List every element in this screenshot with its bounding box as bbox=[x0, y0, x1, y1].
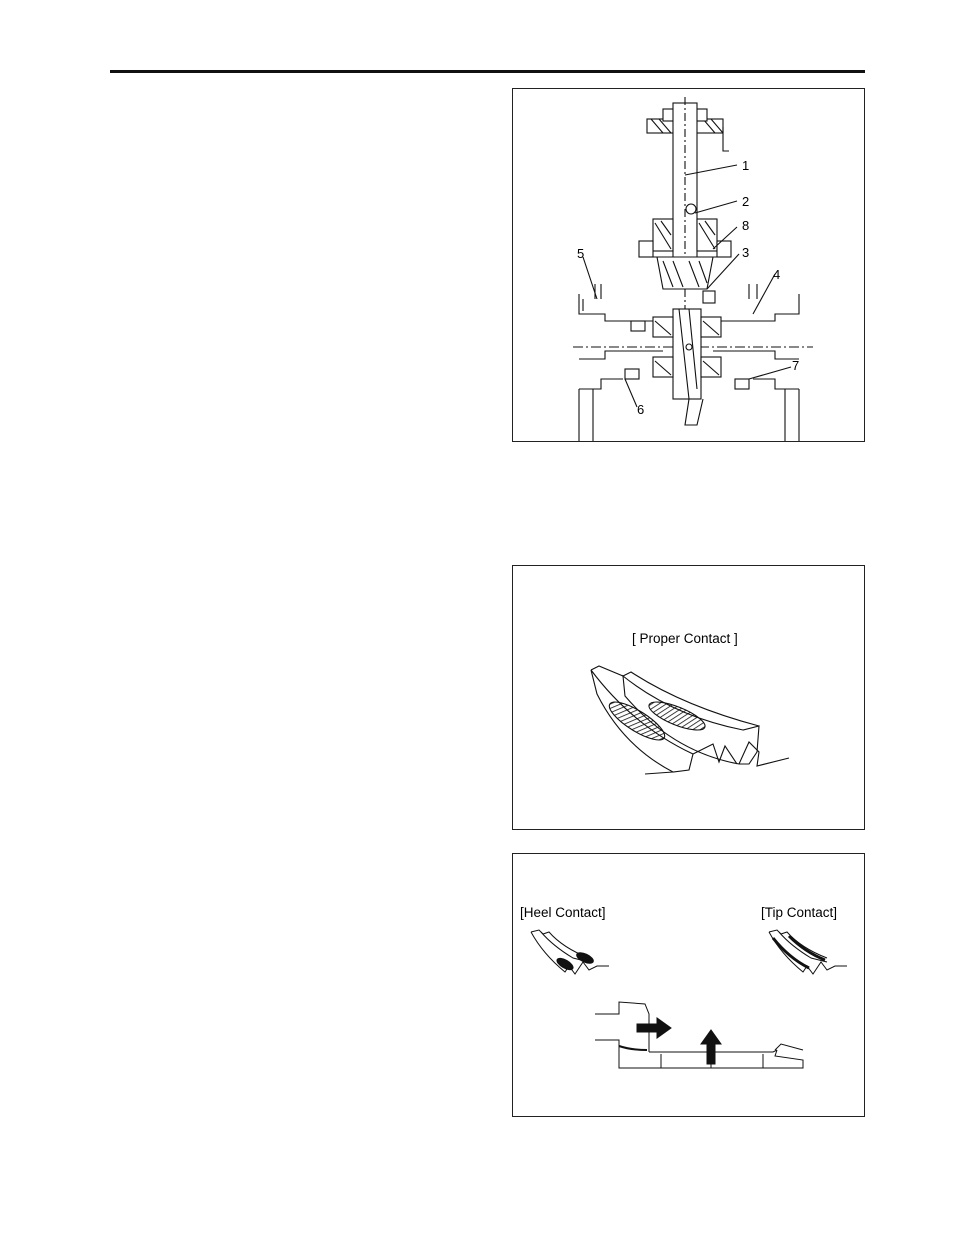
tip-contact-caption: [Tip Contact] bbox=[761, 905, 838, 920]
callout-4: 4 bbox=[773, 267, 781, 282]
callout-3: 3 bbox=[742, 245, 750, 260]
header-rule bbox=[110, 70, 865, 73]
heel-tip-contact-figure bbox=[512, 853, 865, 1117]
heel-tip-contact-drawing bbox=[513, 854, 864, 1116]
callout-6: 6 bbox=[637, 402, 645, 417]
proper-contact-caption: [ Proper Contact ] bbox=[632, 631, 738, 646]
proper-contact-figure bbox=[512, 565, 865, 830]
heel-contact-caption: [Heel Contact] bbox=[520, 905, 606, 920]
proper-contact-drawing bbox=[513, 566, 864, 829]
differential-assembly-figure bbox=[512, 88, 865, 442]
callout-5: 5 bbox=[577, 246, 585, 261]
callout-2: 2 bbox=[742, 194, 750, 209]
differential-assembly-drawing bbox=[513, 89, 864, 441]
callout-7: 7 bbox=[792, 358, 800, 373]
callout-1: 1 bbox=[742, 158, 750, 173]
callout-8: 8 bbox=[742, 218, 750, 233]
